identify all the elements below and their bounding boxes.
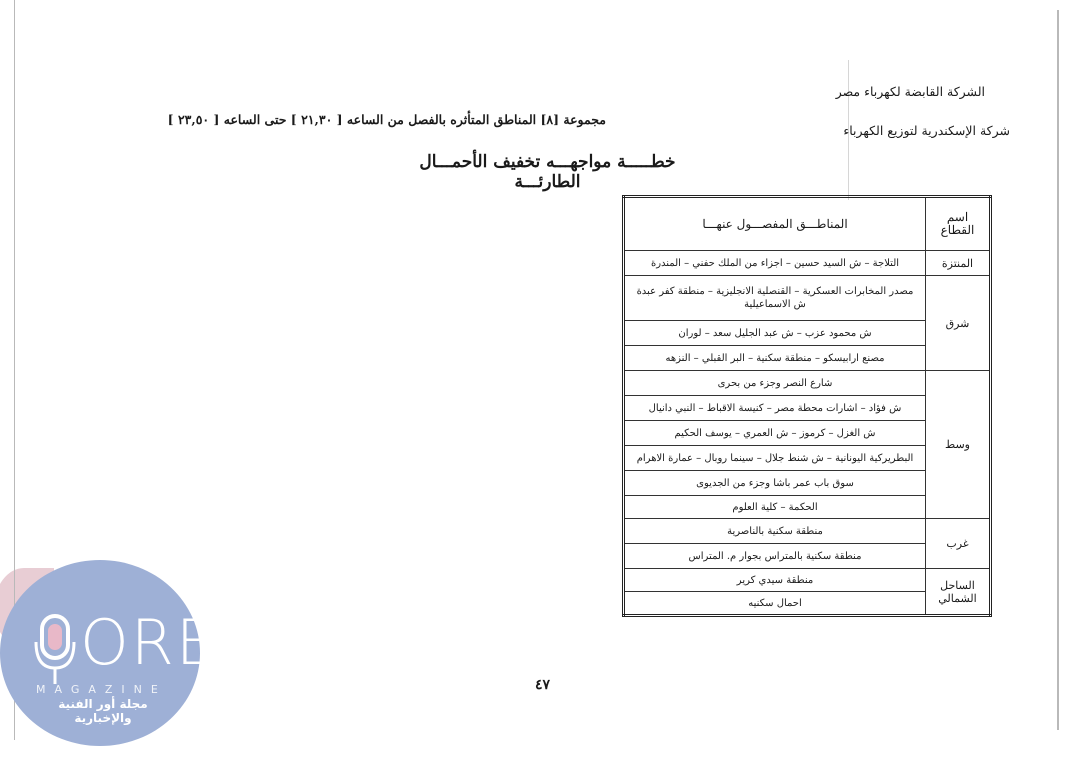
logo-magazine-text: MAGAZINE	[36, 683, 167, 696]
area-cell: ش محمود عزب – ش عبد الجليل سعد – لوران	[624, 321, 926, 346]
table-row	[624, 569, 991, 592]
area-cell: ش فؤاد – اشارات محطة مصر – كنيسة الاقباط – النبي دانيال	[624, 396, 926, 421]
table-row	[624, 276, 991, 321]
microphone-icon	[34, 612, 76, 688]
group-time-line: مجموعة [٨] المناطق المتأثره بالفصل من الساعه [ ٢١,٣٠ ] حتى الساعه [ ٢٣,٥٠ ]	[167, 112, 606, 127]
company-name-line2: شركة الإسكندرية لتوزيع الكهرباء	[843, 123, 1010, 138]
area-cell: البطريركية اليونانية – ش شنط جلال – سينما روبال – عمارة الاهرام	[624, 446, 926, 471]
area-cell: مصنع ارابيسكو – منطقة سكنية – البر القبلي – النزهه	[624, 346, 926, 371]
area-cell: احمال سكنيه	[624, 592, 926, 616]
area-cell: منطقة سيدي كرير	[624, 569, 926, 592]
table-row	[624, 251, 991, 276]
sector-name-cell: المنتزة	[926, 251, 991, 276]
page-number: ٤٧	[535, 677, 551, 693]
logo-brand-text: ORE	[80, 606, 218, 679]
table-header-row	[624, 197, 991, 251]
area-cell: منطقة سكنية بالمتراس بجوار م. المتراس	[624, 544, 926, 569]
scan-edge-line-right	[1057, 10, 1059, 730]
page-title: خطـــــة مواجهـــه تخفيف الأحمـــال الطارئـــة	[419, 152, 676, 192]
load-shedding-table	[622, 195, 992, 617]
sector-name-cell: غرب	[926, 519, 991, 569]
column-header-areas: المناطـــق المفصـــول عنهـــا	[624, 197, 926, 251]
column-header-sector: اسم القطاع	[926, 197, 991, 251]
company-name-line1: الشركة القابضة لكهرباء مصر	[835, 84, 985, 99]
area-cell: التلاجة – ش السيد حسين – اجزاء من الملك حفني – المندرة	[624, 251, 926, 276]
area-cell: شارع النصر وجزء من بحرى	[624, 371, 926, 396]
area-cell: ش الغزل – كرموز – ش العمري – يوسف الحكيم	[624, 421, 926, 446]
area-cell: سوق باب عمر باشا وجزء من الجديوى	[624, 471, 926, 496]
area-cell: مصدر المخابرات العسكرية – القنصلية الانجليزية – منطقة كفر عبدة ش الاسماعيلية	[624, 276, 926, 321]
area-cell: منطقة سكنية بالناصرية	[624, 519, 926, 544]
sector-name-cell: وسط	[926, 371, 991, 519]
table-row	[624, 371, 991, 396]
logo-tagline: مجلة أور الفنية والإخبارية	[58, 697, 148, 725]
area-cell: الحكمة – كلية العلوم	[624, 496, 926, 519]
table-row	[624, 519, 991, 544]
sector-name-cell: الساحل الشمالي	[926, 569, 991, 616]
sector-name-cell: شرق	[926, 276, 991, 371]
